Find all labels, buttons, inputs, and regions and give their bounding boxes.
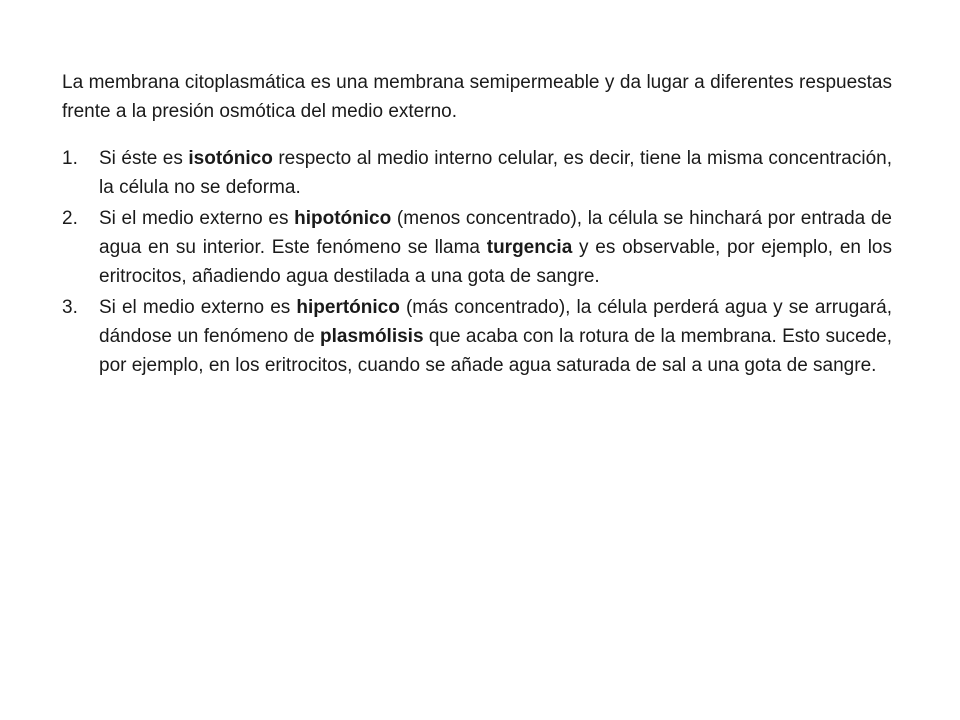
list-item-text: y es observable, por ejemplo, en los eritrocitos, añadiendo agua destilada a una gota de sangre. [99, 237, 892, 287]
list-item-text: respecto al medio interno celular, es decir, tiene la misma concentración, la célula no se deforma. [99, 148, 892, 198]
list-item-number: 1. [62, 148, 78, 169]
slide-content [62, 68, 892, 382]
list-item [62, 293, 892, 380]
list-item-text: que acaba con la rotura de la membrana. Esto sucede, por ejemplo, en los eritrocitos, cuando se añade agua saturada de sal a una gota de sangre. [99, 326, 892, 376]
term-plasmolisis: plasmólisis [320, 326, 424, 347]
list-item-number: 2. [62, 208, 78, 229]
list-item-text: Si éste es [99, 148, 189, 169]
numbered-list [62, 144, 892, 380]
term-hipotonico: hipotónico [294, 208, 392, 229]
term-isotonico: isotónico [188, 148, 273, 169]
list-item [62, 144, 892, 202]
list-item-number: 3. [62, 297, 78, 318]
intro-paragraph: La membrana citoplasmática es una membrana semipermeable y da lugar a diferentes respuestas frente a la presión osmótica del medio externo. [62, 72, 892, 122]
term-turgencia: turgencia [486, 237, 573, 258]
list-item-text: Si el medio externo es [99, 208, 295, 229]
list-item [62, 204, 892, 291]
list-item-text: (menos concentrado), la célula se hinchará por entrada de agua en su interior. Este fenómeno se llama [99, 208, 893, 258]
list-item-text: Si el medio externo es [99, 297, 297, 318]
term-hipertonico: hipertónico [296, 297, 400, 318]
list-item-text: (más concentrado), la célula perderá agua y se arrugará, dándose un fenómeno de [99, 297, 893, 347]
